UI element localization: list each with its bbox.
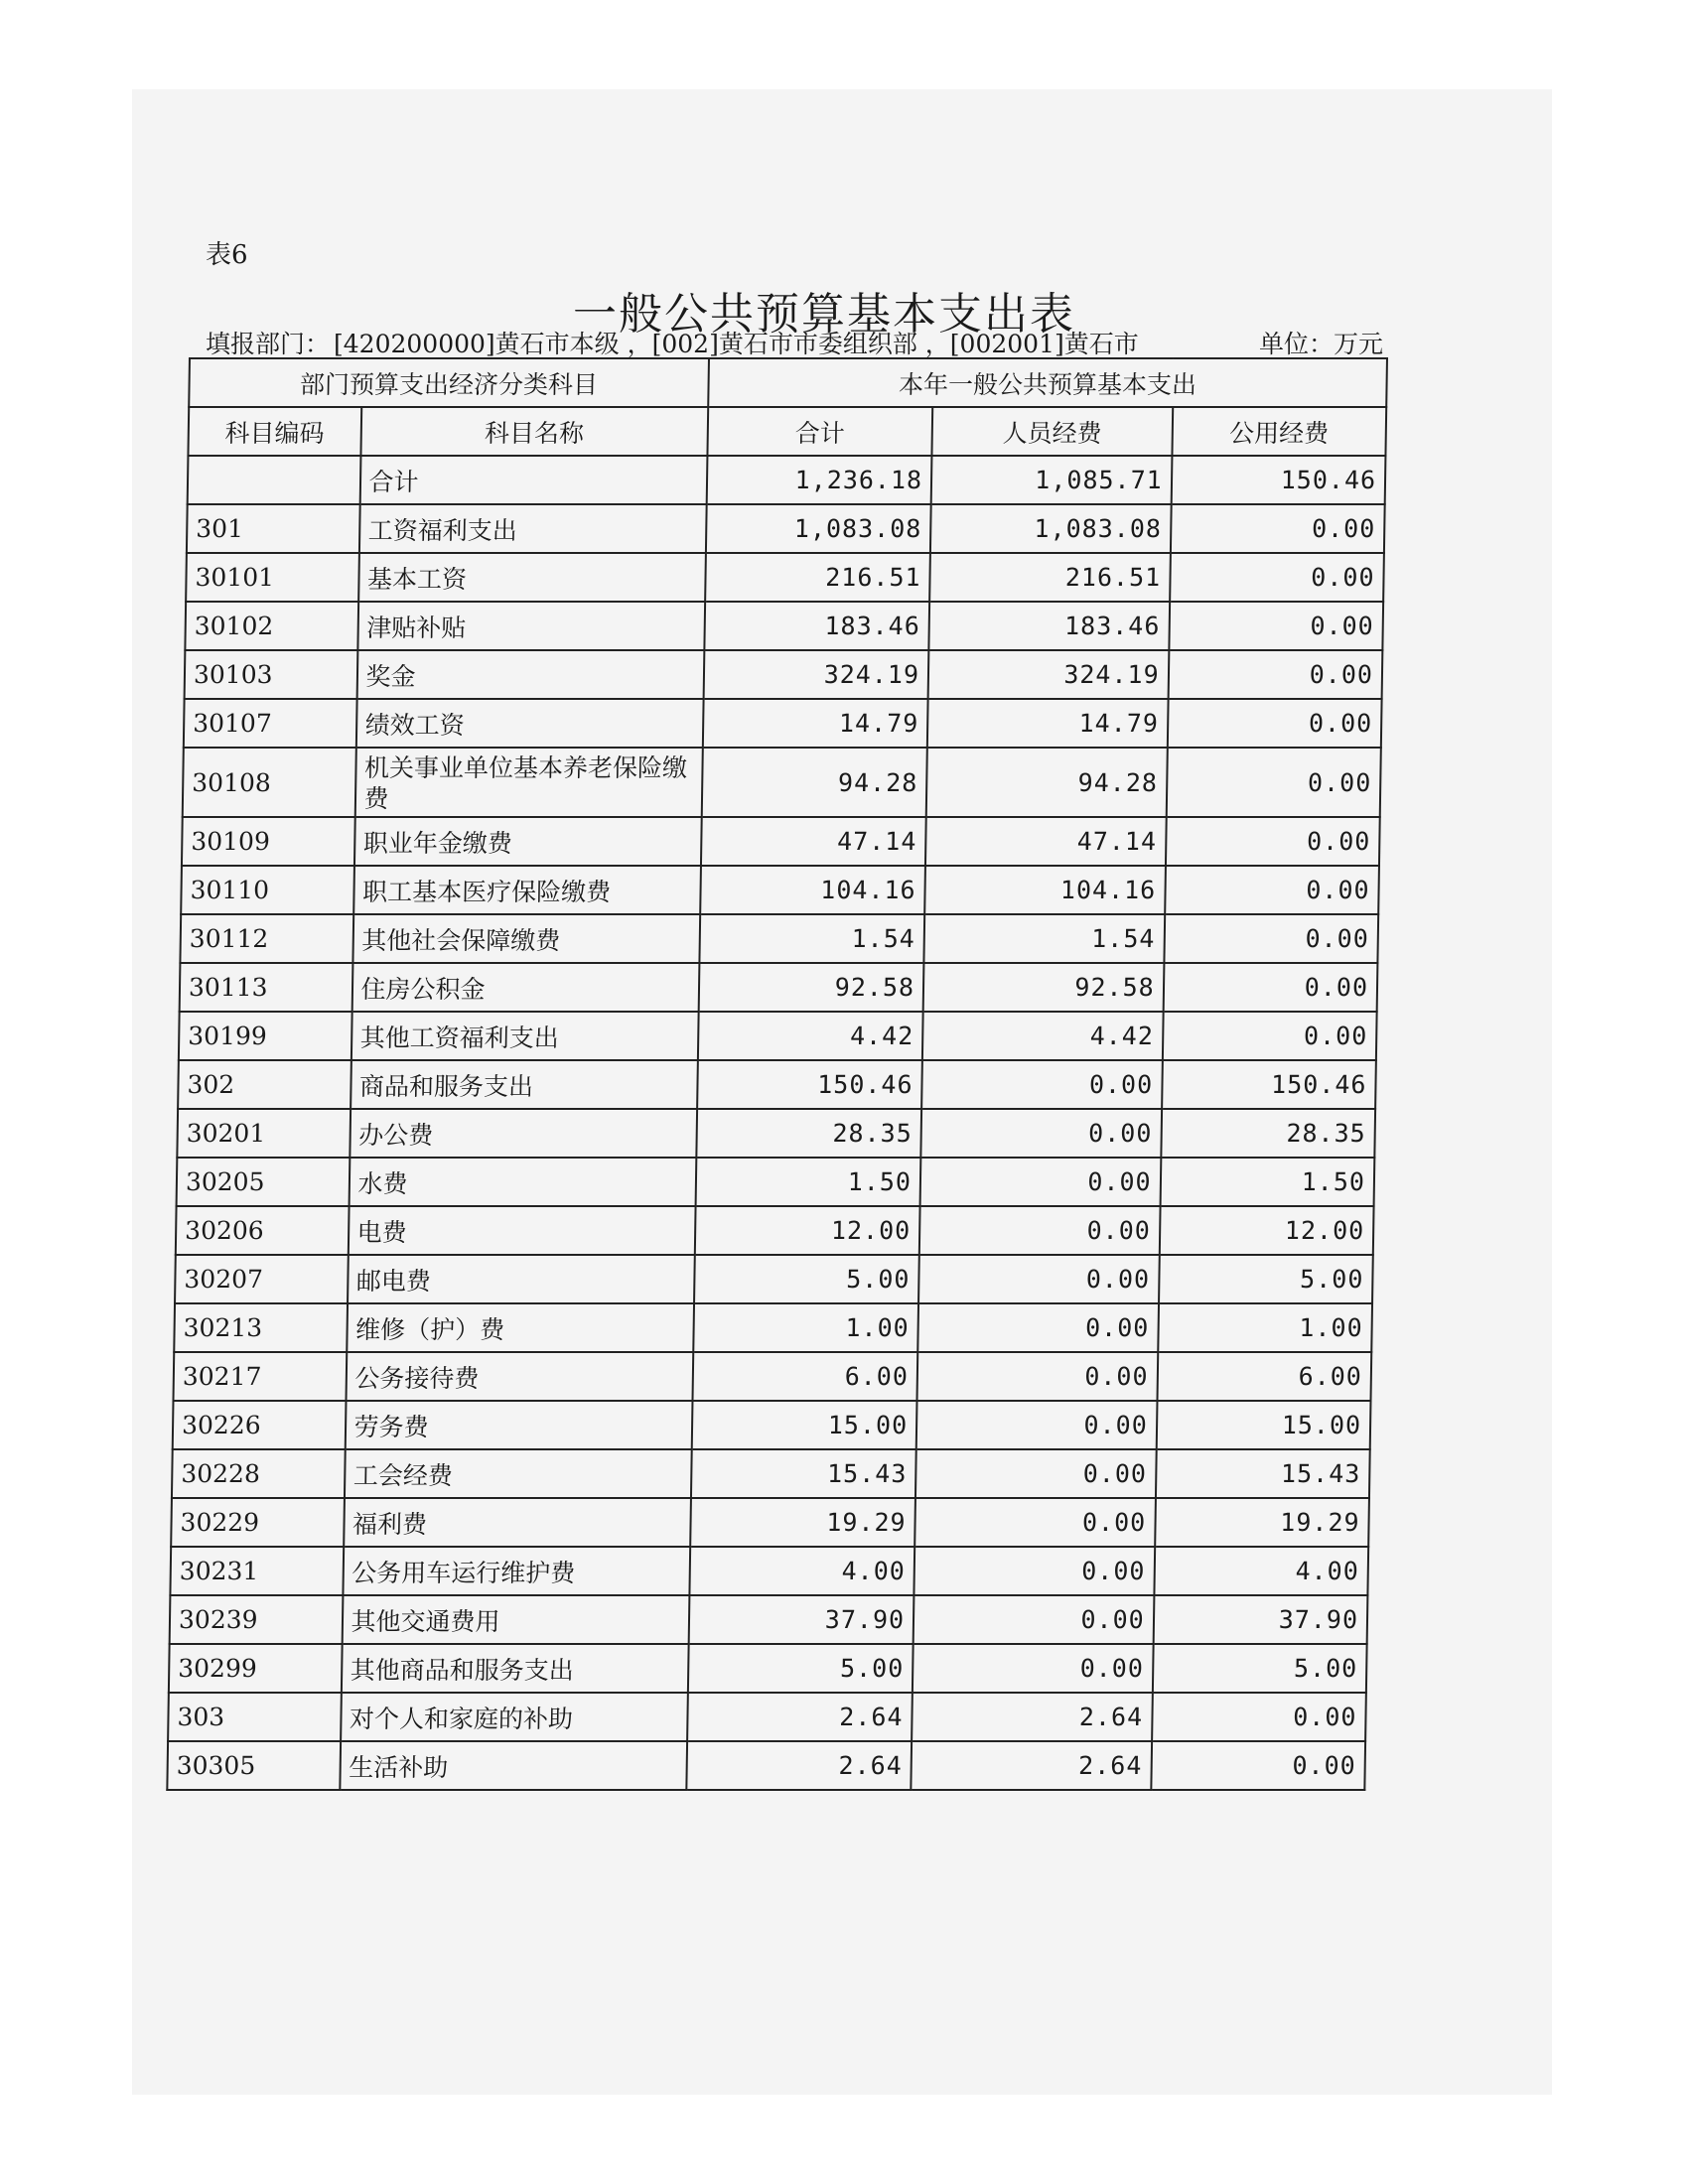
row-staff: 1,083.08 (930, 504, 1171, 553)
row-name: 电费 (348, 1206, 695, 1255)
table-row (176, 1206, 1374, 1255)
row-staff: 1.54 (923, 914, 1164, 963)
row-code: 30231 (170, 1547, 343, 1595)
row-public: 0.00 (1163, 1012, 1377, 1060)
row-staff: 0.00 (914, 1498, 1155, 1547)
row-code: 30213 (174, 1303, 347, 1352)
row-name: 对个人和家庭的补助 (341, 1693, 688, 1741)
row-name: 职工基本医疗保险缴费 (353, 866, 701, 914)
row-name: 其他交通费用 (342, 1595, 689, 1644)
fill-department-value: [420200000]黄石市本级 ，[002]黄石市市委组织部 ，[002001]黄石市 (334, 330, 1139, 358)
row-name: 邮电费 (348, 1255, 695, 1303)
row-code: 30217 (173, 1352, 346, 1401)
table-row (178, 1060, 1376, 1109)
row-code: 30199 (179, 1012, 352, 1060)
row-code: 30207 (175, 1255, 348, 1303)
table-row (179, 1012, 1377, 1060)
row-total: 94.28 (702, 748, 927, 817)
page-title-text: 一般公共预算基本支出表 (573, 289, 1075, 340)
row-code: 303 (168, 1693, 341, 1741)
row-staff: 0.00 (919, 1206, 1160, 1255)
row-public: 0.00 (1169, 602, 1383, 650)
row-public: 0.00 (1152, 1693, 1366, 1741)
row-name: 工会经费 (344, 1449, 691, 1498)
row-total: 15.00 (692, 1401, 917, 1449)
row-public: 0.00 (1171, 504, 1385, 553)
row-public: 0.00 (1163, 963, 1377, 1012)
budget-table (166, 357, 1388, 1791)
row-staff: 0.00 (917, 1303, 1158, 1352)
row-code: 30101 (186, 553, 358, 602)
table-row (180, 963, 1378, 1012)
row-public: 15.00 (1156, 1401, 1370, 1449)
row-name: 劳务费 (345, 1401, 692, 1449)
unit-label: 单位：万元 (1249, 325, 1383, 360)
table-row (171, 1498, 1369, 1547)
row-staff: 0.00 (915, 1449, 1156, 1498)
row-public: 0.00 (1166, 817, 1380, 866)
row-total: 28.35 (696, 1109, 921, 1158)
header-column-row (188, 407, 1386, 456)
row-code: 30205 (177, 1158, 350, 1206)
fill-department-label: 填报部门： (206, 330, 331, 358)
row-staff: 92.58 (923, 963, 1164, 1012)
row-public: 0.00 (1164, 914, 1378, 963)
row-code: 30108 (183, 748, 356, 817)
row-name: 其他工资福利支出 (351, 1012, 698, 1060)
row-name: 公务接待费 (346, 1352, 693, 1401)
row-public: 19.29 (1155, 1498, 1369, 1547)
table-row (170, 1595, 1368, 1644)
row-public: 4.00 (1154, 1547, 1368, 1595)
row-staff: 0.00 (913, 1644, 1153, 1693)
header-group-left: 部门预算支出经济分类科目 (189, 358, 709, 407)
row-name: 生活补助 (340, 1741, 687, 1790)
row-staff: 4.42 (922, 1012, 1163, 1060)
row-total: 216.51 (705, 553, 930, 602)
row-public: 5.00 (1153, 1644, 1367, 1693)
row-total: 1,083.08 (706, 504, 931, 553)
row-public: 0.00 (1170, 553, 1384, 602)
row-code: 30305 (167, 1741, 340, 1790)
row-staff: 2.64 (912, 1693, 1152, 1741)
row-total: 6.00 (692, 1352, 917, 1401)
row-name: 办公费 (350, 1109, 697, 1158)
row-code: 30112 (180, 914, 352, 963)
table-row (185, 602, 1383, 650)
row-name: 工资福利支出 (358, 504, 706, 553)
row-total: 47.14 (701, 817, 926, 866)
row-code: 302 (178, 1060, 351, 1109)
row-name: 公务用车运行维护费 (343, 1547, 690, 1595)
row-staff: 0.00 (920, 1109, 1161, 1158)
table-row (181, 866, 1379, 914)
row-public: 1.00 (1158, 1303, 1372, 1352)
header-staff: 人员经费 (931, 407, 1172, 456)
row-staff: 216.51 (929, 553, 1170, 602)
row-public: 0.00 (1166, 748, 1380, 817)
row-code: 30239 (170, 1595, 343, 1644)
row-public: 37.90 (1153, 1595, 1367, 1644)
table-row (173, 1401, 1371, 1449)
table-row (188, 456, 1386, 504)
row-total: 324.19 (703, 650, 928, 699)
row-code: 30110 (181, 866, 353, 914)
table-row (177, 1158, 1375, 1206)
row-total: 1,236.18 (706, 456, 931, 504)
table-row (169, 1644, 1367, 1693)
table-row (175, 1255, 1373, 1303)
row-name: 津贴补贴 (357, 602, 705, 650)
row-staff: 0.00 (914, 1547, 1154, 1595)
row-staff: 0.00 (921, 1060, 1162, 1109)
table-row (173, 1352, 1371, 1401)
table-row (182, 817, 1380, 866)
row-name: 水费 (349, 1158, 696, 1206)
row-code: 30299 (169, 1644, 342, 1693)
row-name: 机关事业单位基本养老保险缴费 (354, 748, 702, 817)
row-total: 37.90 (688, 1595, 914, 1644)
table-row (168, 1693, 1366, 1741)
row-staff: 104.16 (924, 866, 1165, 914)
row-total: 14.79 (703, 699, 928, 748)
table-row (174, 1303, 1372, 1352)
table-number: 表6 (206, 240, 248, 270)
header-total: 合计 (707, 407, 932, 456)
header-group-row (189, 358, 1387, 407)
row-code: 301 (187, 504, 359, 553)
row-code: 30113 (180, 963, 352, 1012)
row-name: 基本工资 (358, 553, 706, 602)
row-total: 5.00 (688, 1644, 914, 1693)
header-group-right: 本年一般公共预算基本支出 (708, 358, 1387, 407)
row-public: 150.46 (1171, 456, 1385, 504)
row-staff: 14.79 (927, 699, 1168, 748)
fill-department-line (206, 325, 1387, 360)
row-public: 0.00 (1168, 650, 1382, 699)
table-row (167, 1741, 1365, 1790)
header-name: 科目名称 (360, 407, 708, 456)
row-name: 绩效工资 (355, 699, 703, 748)
row-name: 其他社会保障缴费 (352, 914, 700, 963)
row-name: 商品和服务支出 (351, 1060, 698, 1109)
row-name: 其他商品和服务支出 (341, 1644, 688, 1693)
table-row (183, 748, 1381, 817)
row-public: 6.00 (1157, 1352, 1371, 1401)
row-staff: 1,085.71 (931, 456, 1172, 504)
row-staff: 94.28 (926, 748, 1168, 817)
row-code: 30206 (176, 1206, 349, 1255)
row-staff: 324.19 (928, 650, 1169, 699)
row-staff: 0.00 (914, 1595, 1154, 1644)
row-total: 2.64 (686, 1741, 912, 1790)
row-name: 维修（护）费 (347, 1303, 694, 1352)
table-row (170, 1547, 1368, 1595)
row-staff: 0.00 (916, 1401, 1157, 1449)
table-row (184, 699, 1382, 748)
row-public: 28.35 (1161, 1109, 1375, 1158)
row-total: 12.00 (695, 1206, 920, 1255)
row-public: 0.00 (1167, 699, 1381, 748)
row-staff: 0.00 (920, 1158, 1161, 1206)
row-name: 职业年金缴费 (353, 817, 701, 866)
row-code: 30109 (182, 817, 354, 866)
row-public: 0.00 (1165, 866, 1379, 914)
row-staff: 47.14 (925, 817, 1166, 866)
row-total: 19.29 (690, 1498, 915, 1547)
row-code: 30228 (172, 1449, 345, 1498)
row-public: 1.50 (1160, 1158, 1374, 1206)
budget-table-body (167, 358, 1387, 1790)
header-public: 公用经费 (1172, 407, 1386, 456)
table-row (187, 504, 1385, 553)
row-code: 30229 (171, 1498, 344, 1547)
row-total: 92.58 (698, 963, 923, 1012)
table-row (180, 914, 1378, 963)
row-total: 2.64 (687, 1693, 913, 1741)
row-total: 1.50 (695, 1158, 920, 1206)
header-code: 科目编码 (188, 407, 360, 456)
row-total: 150.46 (697, 1060, 922, 1109)
table-row (185, 650, 1383, 699)
row-staff: 0.00 (918, 1255, 1159, 1303)
row-code (188, 456, 360, 504)
row-public: 5.00 (1159, 1255, 1373, 1303)
row-total: 4.00 (689, 1547, 914, 1595)
row-public: 0.00 (1151, 1741, 1365, 1790)
row-total: 104.16 (700, 866, 925, 914)
row-total: 183.46 (704, 602, 929, 650)
row-name: 奖金 (356, 650, 704, 699)
table-row (186, 553, 1384, 602)
row-total: 15.43 (691, 1449, 916, 1498)
row-public: 150.46 (1162, 1060, 1376, 1109)
row-name: 合计 (359, 456, 707, 504)
row-staff: 0.00 (917, 1352, 1158, 1401)
row-name: 福利费 (344, 1498, 691, 1547)
row-total: 1.00 (693, 1303, 918, 1352)
row-name: 住房公积金 (352, 963, 699, 1012)
row-total: 1.54 (699, 914, 924, 963)
row-total: 5.00 (694, 1255, 919, 1303)
row-code: 30103 (185, 650, 357, 699)
row-code: 30226 (173, 1401, 346, 1449)
row-code: 30107 (184, 699, 356, 748)
row-staff: 2.64 (911, 1741, 1151, 1790)
row-code: 30201 (177, 1109, 350, 1158)
row-public: 15.43 (1156, 1449, 1370, 1498)
table-row (172, 1449, 1370, 1498)
table-row (177, 1109, 1375, 1158)
row-staff: 183.46 (928, 602, 1169, 650)
row-public: 12.00 (1159, 1206, 1373, 1255)
row-total: 4.42 (698, 1012, 923, 1060)
row-code: 30102 (185, 602, 357, 650)
